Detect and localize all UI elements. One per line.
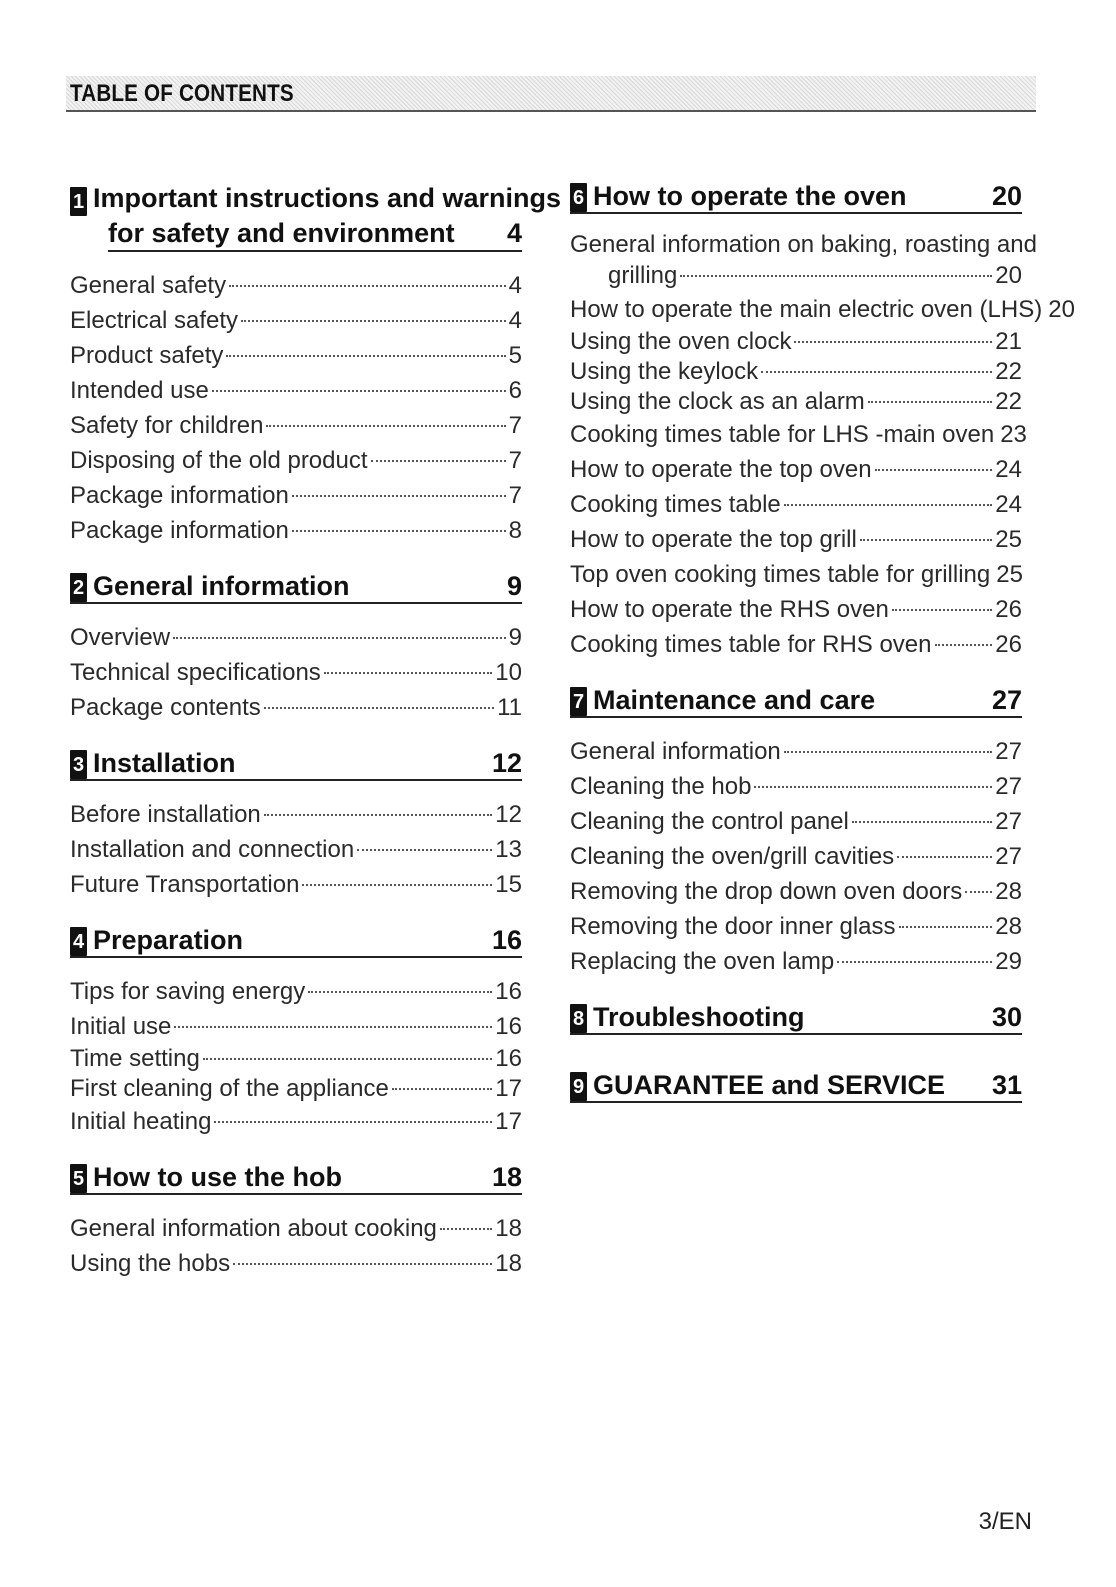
toc-entry-page: 26	[995, 631, 1022, 658]
dot-leader	[229, 285, 506, 287]
toc-entry-title: Tips for saving energy	[70, 978, 306, 1005]
toc-entry-page: 12	[495, 801, 522, 828]
toc-entry-title: Initial use	[70, 1013, 172, 1040]
toc-entry[interactable]	[70, 1246, 522, 1281]
dot-leader	[371, 460, 506, 462]
dot-leader	[266, 425, 505, 427]
toc-entry-title: Installation and connection	[70, 836, 355, 863]
toc-section-9	[570, 1069, 1022, 1103]
toc-entry-title: How to operate the RHS oven	[570, 596, 889, 623]
toc-entry[interactable]	[570, 387, 1022, 417]
toc-entry-title: Future Transportation	[70, 871, 300, 898]
section-number-badge: 7	[570, 687, 587, 716]
toc-entry[interactable]	[70, 303, 522, 338]
toc-entry-title: Technical specifications	[70, 659, 321, 686]
toc-entry[interactable]	[70, 620, 522, 655]
toc-entry-title: Cleaning the hob	[570, 773, 752, 800]
dot-leader	[837, 961, 992, 963]
dot-leader	[233, 1263, 492, 1265]
toc-entry-title: Replacing the oven lamp	[570, 948, 835, 975]
toc-entry[interactable]	[570, 944, 1022, 979]
toc-entry[interactable]	[70, 832, 522, 867]
dot-leader	[308, 991, 492, 993]
toc-entry[interactable]	[570, 557, 1022, 592]
toc-entry[interactable]	[70, 373, 522, 408]
toc-entry[interactable]	[70, 867, 522, 902]
toc-entry[interactable]	[570, 804, 1022, 839]
toc-header-banner	[66, 76, 1036, 112]
section-heading[interactable]	[70, 1161, 522, 1195]
dot-leader	[852, 821, 992, 823]
toc-entry[interactable]	[70, 408, 522, 443]
section-number-badge: 4	[70, 927, 87, 956]
toc-entry-page: 16	[495, 1045, 522, 1072]
section-heading[interactable]	[70, 570, 522, 604]
section-number-badge: 9	[570, 1072, 587, 1101]
toc-entry[interactable]	[570, 417, 1027, 452]
section-heading[interactable]	[570, 684, 1022, 718]
section-page: 30	[991, 1002, 1022, 1032]
toc-section-4	[70, 924, 522, 1139]
toc-entry[interactable]	[570, 487, 1022, 522]
toc-entry-page: 20	[995, 262, 1022, 289]
section-page: 4	[506, 218, 522, 248]
toc-entry-title: Electrical safety	[70, 307, 239, 334]
dot-leader	[292, 495, 506, 497]
toc-entry-page: 27	[995, 843, 1022, 870]
toc-entry-page: 26	[995, 596, 1022, 623]
toc-entry-title: General safety	[70, 272, 227, 299]
toc-entry-page: 24	[995, 491, 1022, 518]
toc-entry[interactable]	[70, 338, 522, 373]
dot-leader	[214, 1121, 492, 1123]
toc-entry-title: Top oven cooking times table for grilling	[570, 561, 991, 588]
toc-entry-title: Cooking times table for LHS -main oven	[570, 421, 995, 448]
dot-leader	[875, 469, 993, 471]
section-title: Preparation	[93, 925, 244, 955]
dot-leader	[241, 320, 506, 322]
toc-section-8	[570, 1001, 1022, 1035]
section-heading[interactable]	[570, 1001, 1022, 1035]
toc-entry-title: Using the keylock	[570, 358, 759, 385]
toc-entry-page: 7	[508, 482, 522, 509]
section-title: Important instructions and warnings	[93, 183, 562, 213]
toc-entry-page: 9	[508, 624, 522, 651]
toc-entry-title: Disposing of the old product	[70, 447, 368, 474]
toc-section-1	[70, 180, 562, 548]
toc-entry[interactable]	[70, 1044, 522, 1074]
toc-entry-title: Using the hobs	[70, 1250, 231, 1277]
toc-entry[interactable]	[570, 734, 1022, 769]
toc-entry-page: 16	[495, 1013, 522, 1040]
toc-entry-title: Removing the door inner glass	[570, 913, 896, 940]
dot-leader	[292, 530, 506, 532]
section-heading[interactable]	[570, 180, 1022, 214]
section-page: 12	[491, 748, 522, 778]
toc-entry[interactable]	[70, 797, 522, 832]
toc-title: TABLE OF CONTENTS	[70, 80, 294, 107]
toc-entry-title: Using the oven clock	[570, 328, 792, 355]
toc-section-2	[70, 570, 522, 725]
section-heading[interactable]	[70, 924, 522, 958]
section-heading-line2	[108, 216, 522, 252]
toc-entry-title-cont: grilling	[608, 262, 678, 289]
toc-entry-title: Package information	[70, 517, 289, 544]
toc-entry[interactable]	[70, 443, 522, 478]
section-number-badge: 3	[70, 750, 87, 779]
toc-entry-page: 18	[495, 1250, 522, 1277]
toc-entry-page: 17	[495, 1108, 522, 1135]
toc-entry-title: Removing the drop down oven doors	[570, 878, 963, 905]
toc-entry-title: Safety for children	[70, 412, 264, 439]
section-heading[interactable]	[70, 747, 522, 781]
dot-leader	[868, 401, 993, 403]
dot-leader	[357, 849, 492, 851]
dot-leader	[440, 1228, 492, 1230]
section-title: How to operate the oven	[593, 181, 907, 211]
toc-entry[interactable]	[70, 478, 522, 513]
toc-entry-page: 22	[995, 358, 1022, 385]
section-heading-line1	[70, 180, 562, 216]
dot-leader	[264, 814, 493, 816]
section-title-cont: for safety and environment	[108, 218, 455, 248]
toc-entry-title: Using the clock as an alarm	[570, 388, 865, 415]
dot-leader	[680, 275, 992, 277]
dot-leader	[174, 1026, 492, 1028]
toc-entry-page: 20	[1048, 296, 1075, 323]
section-page: 18	[491, 1162, 522, 1192]
dot-leader	[302, 884, 492, 886]
toc-entry[interactable]	[70, 974, 522, 1009]
dot-leader	[173, 637, 506, 639]
left-column	[70, 180, 562, 1303]
section-title: Troubleshooting	[593, 1002, 805, 1032]
toc-entry-title: Product safety	[70, 342, 224, 369]
toc-entry[interactable]	[570, 327, 1022, 357]
section-page: 27	[991, 685, 1022, 715]
toc-entry[interactable]	[570, 627, 1022, 662]
toc-entry[interactable]	[70, 1009, 522, 1044]
toc-entry-page: 27	[995, 773, 1022, 800]
toc-entry-page: 21	[995, 328, 1022, 355]
toc-entry-page: 27	[995, 738, 1022, 765]
toc-entry[interactable]	[70, 1104, 522, 1139]
toc-entry-page: 27	[995, 808, 1022, 835]
right-column	[570, 180, 1075, 1137]
dot-leader	[935, 644, 993, 646]
dot-leader	[392, 1088, 492, 1090]
toc-entry-title: Cleaning the control panel	[570, 808, 849, 835]
toc-entry-title: How to operate the main electric oven (LHS)	[570, 296, 1043, 323]
toc-entry[interactable]	[570, 769, 1022, 804]
dot-leader	[754, 786, 992, 788]
section-heading[interactable]	[70, 180, 562, 252]
toc-entry-title: Cooking times table for RHS oven	[570, 631, 932, 658]
toc-entry-page: 10	[495, 659, 522, 686]
dot-leader	[965, 891, 992, 893]
toc-entry[interactable]	[570, 357, 1022, 387]
section-title: GUARANTEE and SERVICE	[593, 1070, 946, 1100]
toc-entry-title: Before installation	[70, 801, 261, 828]
toc-entry-page: 23	[1000, 421, 1027, 448]
toc-entry[interactable]	[570, 874, 1022, 909]
toc-entry-page: 4	[508, 307, 522, 334]
toc-entry-page: 29	[995, 948, 1022, 975]
toc-entry[interactable]	[570, 230, 1037, 292]
dot-leader	[899, 926, 993, 928]
toc-entry[interactable]	[70, 1211, 522, 1246]
toc-entry[interactable]	[570, 909, 1022, 944]
toc-entry-row2	[570, 260, 1022, 292]
section-page: 31	[991, 1070, 1022, 1100]
section-page: 20	[991, 181, 1022, 211]
dot-leader	[212, 390, 506, 392]
section-page: 9	[506, 571, 522, 601]
toc-section-6	[570, 180, 1075, 662]
toc-entry-title: First cleaning of the appliance	[70, 1075, 389, 1102]
toc-section-5	[70, 1161, 522, 1281]
section-number-badge: 5	[70, 1164, 87, 1193]
dot-leader	[860, 539, 992, 541]
toc-entry-page: 6	[508, 377, 522, 404]
toc-entry-page: 25	[995, 526, 1022, 553]
toc-entry-title: Package contents	[70, 694, 261, 721]
toc-entry-page: 17	[495, 1075, 522, 1102]
toc-entry-page: 22	[995, 388, 1022, 415]
toc-entry[interactable]	[70, 1074, 522, 1104]
toc-entry-page: 4	[508, 272, 522, 299]
dot-leader	[203, 1058, 492, 1060]
dot-leader	[264, 707, 494, 709]
toc-entry-page: 11	[497, 694, 522, 721]
toc-entry-page: 28	[995, 878, 1022, 905]
dot-leader	[897, 856, 992, 858]
section-page: 16	[491, 925, 522, 955]
toc-entry-title: How to operate the top oven	[570, 456, 872, 483]
toc-entry-title: Initial heating	[70, 1108, 212, 1135]
toc-entry[interactable]	[570, 592, 1022, 627]
toc-entry[interactable]	[70, 513, 522, 548]
toc-entry[interactable]	[570, 839, 1022, 874]
section-number-badge: 1	[70, 187, 87, 216]
toc-entry-title: General information on baking, roasting and	[570, 231, 1037, 258]
section-title: General information	[93, 571, 350, 601]
toc-section-3	[70, 747, 522, 902]
section-number-badge: 8	[570, 1004, 587, 1033]
toc-entry-page: 18	[495, 1215, 522, 1242]
dot-leader	[784, 504, 993, 506]
dot-leader	[324, 672, 493, 674]
toc-entry-title: Package information	[70, 482, 289, 509]
toc-entry[interactable]	[70, 690, 522, 725]
toc-entry-page: 7	[508, 447, 522, 474]
toc-entry[interactable]	[70, 268, 522, 303]
toc-entry-page: 7	[508, 412, 522, 439]
section-number-badge: 6	[570, 183, 587, 212]
toc-entry-title: Intended use	[70, 377, 209, 404]
toc-entry-page: 16	[495, 978, 522, 1005]
toc-entry[interactable]	[570, 522, 1022, 557]
dot-leader	[761, 371, 992, 373]
toc-entry-title: General information	[570, 738, 781, 765]
toc-entry[interactable]	[570, 452, 1022, 487]
toc-entry-page: 15	[495, 871, 522, 898]
section-heading[interactable]	[570, 1069, 1022, 1103]
dot-leader	[794, 341, 992, 343]
toc-entry-page: 24	[995, 456, 1022, 483]
section-title: How to use the hob	[93, 1162, 342, 1192]
toc-entry-page: 5	[508, 342, 522, 369]
dot-leader	[784, 751, 993, 753]
page-number: 3/EN	[978, 1508, 1032, 1535]
toc-entry-title: Overview	[70, 624, 171, 651]
toc-entry[interactable]	[570, 292, 1075, 327]
section-title: Maintenance and care	[593, 685, 876, 715]
dot-leader	[226, 355, 505, 357]
toc-section-7	[570, 684, 1022, 979]
toc-entry-title: How to operate the top grill	[570, 526, 857, 553]
toc-entry[interactable]	[70, 655, 522, 690]
toc-entry-title: Cooking times table	[570, 491, 781, 518]
section-number-badge: 2	[70, 573, 87, 602]
toc-entry-page: 28	[995, 913, 1022, 940]
dot-leader	[892, 609, 992, 611]
toc-entry-page: 13	[495, 836, 522, 863]
toc-entry-page: 25	[996, 561, 1023, 588]
section-title: Installation	[93, 748, 236, 778]
toc-entry-page: 8	[508, 517, 522, 544]
toc-entry-title: General information about cooking	[70, 1215, 437, 1242]
toc-entry-title: Cleaning the oven/grill cavities	[570, 843, 895, 870]
toc-entry-title: Time setting	[70, 1045, 200, 1072]
